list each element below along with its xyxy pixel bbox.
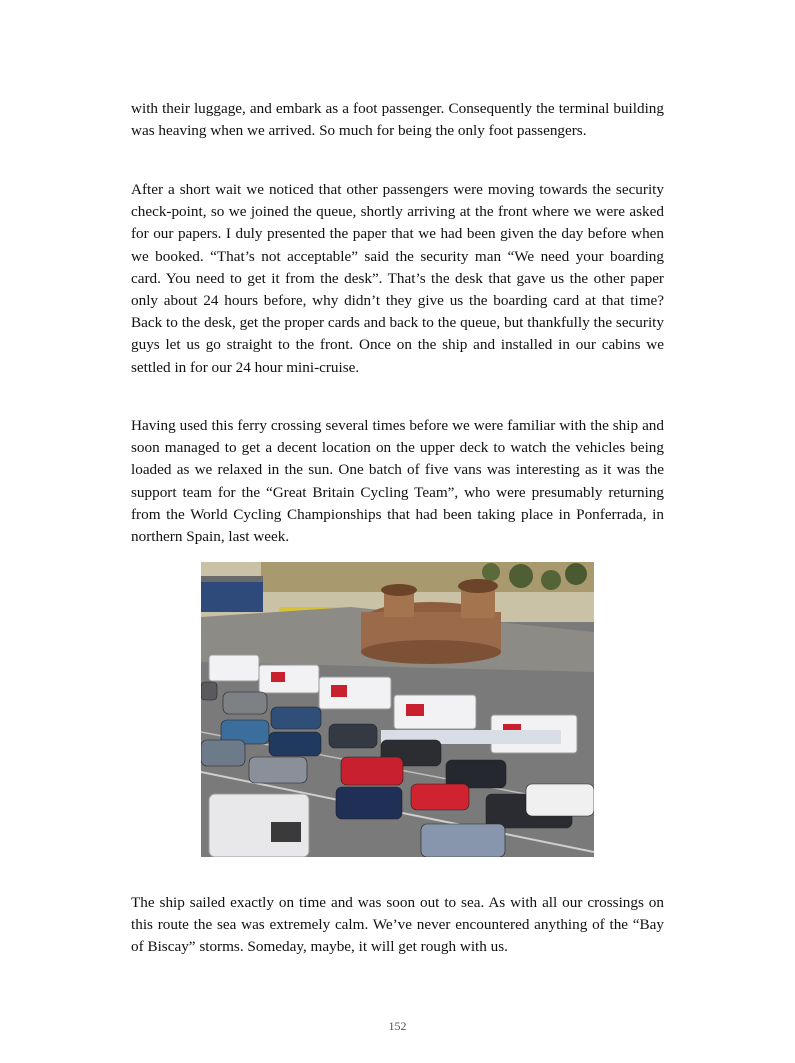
ferry-loading-photo bbox=[201, 562, 594, 857]
paragraph-2: After a short wait we noticed that other passengers were moving towards the security check-point, so we joined the queue, shortly arriving at the front where we were asked for our papers. I duly presented the paper that we had been given the day before when we booked. “That’s not acceptable” said the security man “We need your boarding card. You need to get it from the desk”. That’s the desk that gave us the other paper only about 24 hours before, why didn’t they give us the boarding card at that time? Back to the desk, get the proper cards and back to the queue, but thankfully the security guys let us go straight to the front. Once on the ship and installed in our cabins we settled in for our 24 hour mini-cruise. bbox=[131, 181, 664, 376]
paragraph-3: Having used this ferry crossing several times before we were familiar with the ship and soon managed to get a decent location on the upper deck to watch the vehicles being loaded as we relaxed in the sun. One batch of five vans was interesting as it was the support team for the “Great Britain Cycling Team”, who were presumably returning from the World Cycling Championships that had been taking place in Ponferrada, in northern Spain, last week. bbox=[131, 417, 664, 546]
paragraph-1: with their luggage, and embark as a foot passenger. Consequently the terminal building was heaving when we arrived. So much for being the only foot passengers. bbox=[131, 100, 664, 140]
page-number: 152 bbox=[388, 1019, 407, 1033]
paragraph-4: The ship sailed exactly on time and was soon out to sea. As with all our crossings on this route the sea was extremely calm. We’ve never encountered anything of the “Bay of Biscay” storms. Someday, maybe, it will get rough with us. bbox=[131, 894, 664, 956]
